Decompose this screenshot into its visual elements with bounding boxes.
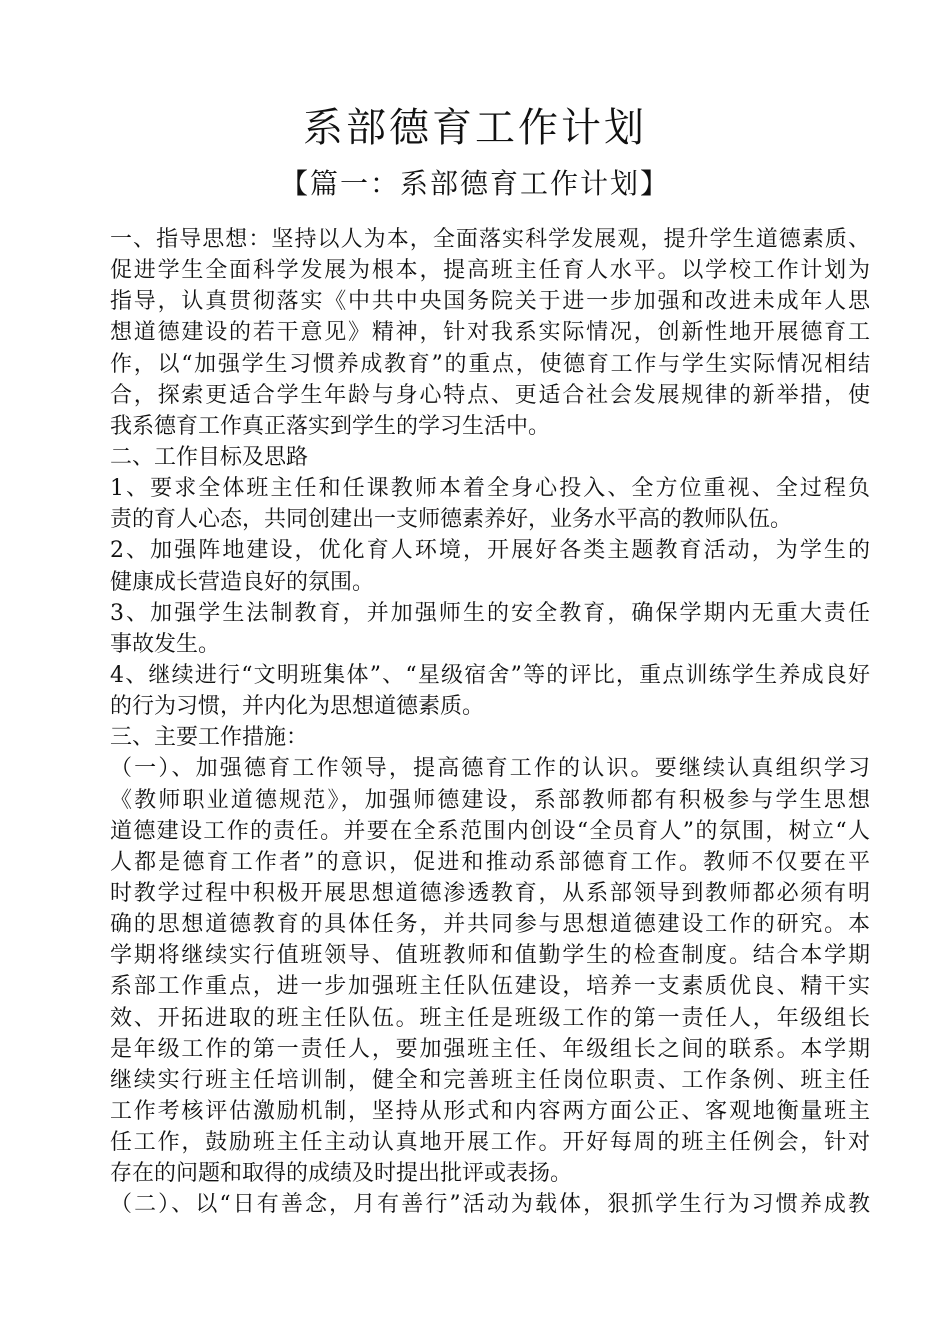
text-line: 二、工作目标及思路: [110, 444, 309, 470]
text-line: 确的思想道德教育的具体任务，并共同参与思想道德建设工作的研究。本: [110, 912, 870, 938]
text-line: 人都是德育工作者”的意识，促进和推动系部德育工作。教师不仅要在平: [110, 849, 870, 875]
text-line: 指导，认真贯彻落实《中共中央国务院关于进一步加强和改进未成年人思: [110, 289, 870, 315]
text-line: 任工作，鼓励班主任主动认真地开展工作。开好每周的班主任例会，针对: [110, 1130, 870, 1156]
text-line: （二）、以“日有善念，月有善行”活动为载体，狠抓学生行为习惯养成教: [110, 1192, 870, 1218]
text-line: 4、继续进行“文明班集体”、“星级宿舍”等的评比，重点训练学生养成良好: [110, 662, 870, 688]
text-line: 三、主要工作措施：: [110, 725, 309, 751]
text-line: 3、加强学生法制教育，并加强师生的安全教育，确保学期内无重大责任: [110, 600, 870, 626]
text-line: 的行为习惯，并内化为思想道德素质。: [110, 694, 485, 720]
document-body: [110, 224, 870, 1221]
text-line: 合，探索更适合学生年龄与身心特点、更适合社会发展规律的新举措，使: [110, 382, 870, 408]
text-line: 我系德育工作真正落实到学生的学习生活中。: [110, 413, 551, 439]
text-line: 系部工作重点，进一步加强班主任队伍建设，培养一支素质优良、精干实: [110, 974, 870, 1000]
text-line: 作，以“加强学生习惯养成教育”的重点，使德育工作与学生实际情况相结: [110, 351, 870, 377]
text-line: 时教学过程中积极开展思想道德渗透教育，从系部领导到教师都必须有明: [110, 880, 870, 906]
text-line: （一）、加强德育工作领导，提高德育工作的认识。要继续认真组织学习: [110, 756, 870, 782]
text-line: 2、加强阵地建设，优化育人环境，开展好各类主题教育活动，为学生的: [110, 538, 870, 564]
document-subtitle: 【篇一：系部德育工作计划】: [279, 167, 670, 200]
text-line: 存在的问题和取得的成绩及时提出批评或表扬。: [110, 1161, 573, 1187]
text-line: 学期将继续实行值班领导、值班教师和值勤学生的检查制度。结合本学期: [110, 943, 870, 969]
text-line: 效、开拓进取的班主任队伍。班主任是班级工作的第一责任人，年级组长: [110, 1005, 870, 1031]
text-line: 道德建设工作的责任。并要在全系范围内创设“全员育人”的氛围，树立“人: [110, 818, 870, 844]
text-line: 健康成长营造良好的氛围。: [110, 569, 375, 595]
text-line: 是年级工作的第一责任人，要加强班主任、年级组长之间的联系。本学期: [110, 1036, 870, 1062]
text-line: 一、指导思想：坚持以人为本，全面落实科学发展观，提升学生道德素质、: [110, 227, 870, 252]
text-line: 事故发生。: [110, 631, 221, 657]
document-title: 系部德育工作计划: [303, 105, 647, 151]
text-line: 《教师职业道德规范》，加强师德建设，系部教师都有积极参与学生思想: [110, 787, 870, 813]
text-line: 想道德建设的若干意见》精神，针对我系实际情况，创新性地开展德育工: [110, 320, 870, 346]
text-line: 责的育人心态，共同创建出一支师德素养好，业务水平高的教师队伍。: [110, 507, 793, 533]
text-line: 促进学生全面科学发展为根本，提高班主任育人水平。以学校工作计划为: [110, 258, 870, 284]
text-line: 继续实行班主任培训制，健全和完善班主任岗位职责、工作条例、班主任: [110, 1067, 870, 1093]
text-line: 1、要求全体班主任和任课教师本着全身心投入、全方位重视、全过程负: [110, 476, 870, 502]
text-line: 工作考核评估激励机制，坚持从形式和内容两方面公正、客观地衡量班主: [110, 1098, 870, 1124]
